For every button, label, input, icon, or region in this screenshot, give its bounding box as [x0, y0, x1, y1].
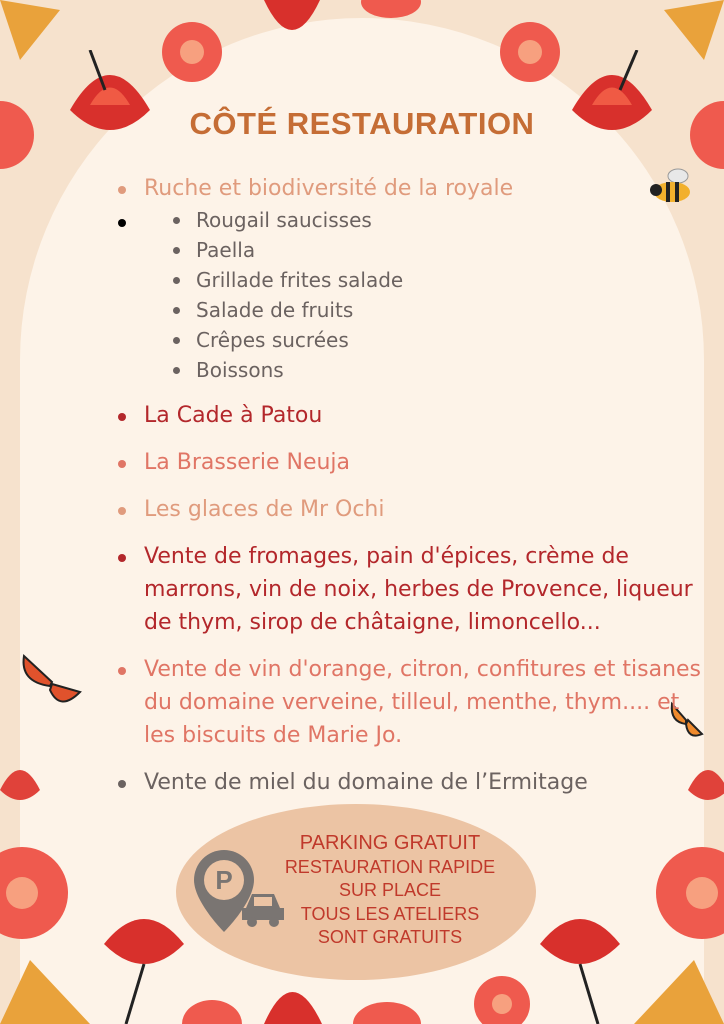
red-flower-icon — [96, 904, 192, 1024]
poppy-flower-icon — [654, 838, 724, 948]
poppy-flower-icon — [470, 972, 534, 1024]
orange-leaf-flower-icon — [0, 0, 64, 60]
poppy-flower-icon — [0, 838, 70, 948]
info-line: PARKING GRATUIT — [299, 832, 481, 854]
red-bud-icon — [262, 970, 324, 1024]
list-item-label: Vente de fromages, pain d'épices, crème de marrons, vin de noix, herbes de Provence, liqueur de thym, sirop de châtaigne, limoncello... — [144, 544, 693, 635]
list-item-label: Vente de vin d'orange, citron, confitures et tisanes du domaine verveine, tilleul, menthe, thym.... et les biscuits de Marie Jo. — [144, 657, 702, 748]
sub-list-item: Rougail saucisses — [170, 205, 712, 235]
list-item-label: La Brasserie Neuja — [144, 450, 351, 475]
info-line: TOUS LES ATELIERS — [300, 903, 480, 924]
list-item-label: La Cade à Patou — [144, 403, 323, 428]
list-item-label: Ruche et biodiversité de la royale — [144, 176, 514, 201]
sub-list-container — [112, 205, 712, 385]
sub-list-item: Boissons — [170, 355, 712, 385]
sub-list-item: Paella — [170, 235, 712, 265]
sub-list — [112, 205, 712, 385]
sub-list-item: Grillade frites salade — [170, 265, 712, 295]
list-item-label: Les glaces de Mr Ochi — [144, 497, 385, 522]
poppy-flower-icon — [180, 990, 244, 1024]
page-title: CÔTÉ RESTAURATION — [189, 106, 535, 141]
poppy-flower-icon — [360, 0, 422, 20]
list-item — [112, 446, 712, 479]
restaurant-list — [112, 172, 712, 799]
sub-list-item: Crêpes sucrées — [170, 325, 712, 355]
list-item — [112, 766, 712, 799]
info-line: RESTAURATION RAPIDE — [284, 856, 496, 877]
list-item — [112, 172, 712, 205]
list-item — [112, 653, 712, 752]
list-item — [112, 540, 712, 639]
poppy-flower-icon — [352, 998, 422, 1024]
orange-leaf-flower-icon — [660, 0, 724, 60]
orange-leaf-flower-icon — [0, 960, 90, 1024]
list-item — [112, 493, 712, 526]
red-bud-icon — [262, 0, 322, 44]
red-flower-icon — [532, 904, 628, 1024]
red-flower-icon — [0, 760, 44, 810]
info-text — [270, 832, 510, 950]
butterfly-icon — [20, 652, 86, 712]
list-item-label: Vente de miel du domaine de l’Ermitage — [144, 770, 588, 795]
poppy-flower-icon — [498, 20, 562, 84]
sub-list-item: Salade de fruits — [170, 295, 712, 325]
orange-leaf-flower-icon — [634, 960, 724, 1024]
poppy-flower-icon — [160, 20, 224, 84]
list-item — [112, 399, 712, 432]
info-line: SONT GRATUITS — [317, 927, 463, 947]
svg-text:P: P — [215, 865, 233, 895]
info-line: SUR PLACE — [338, 880, 442, 900]
